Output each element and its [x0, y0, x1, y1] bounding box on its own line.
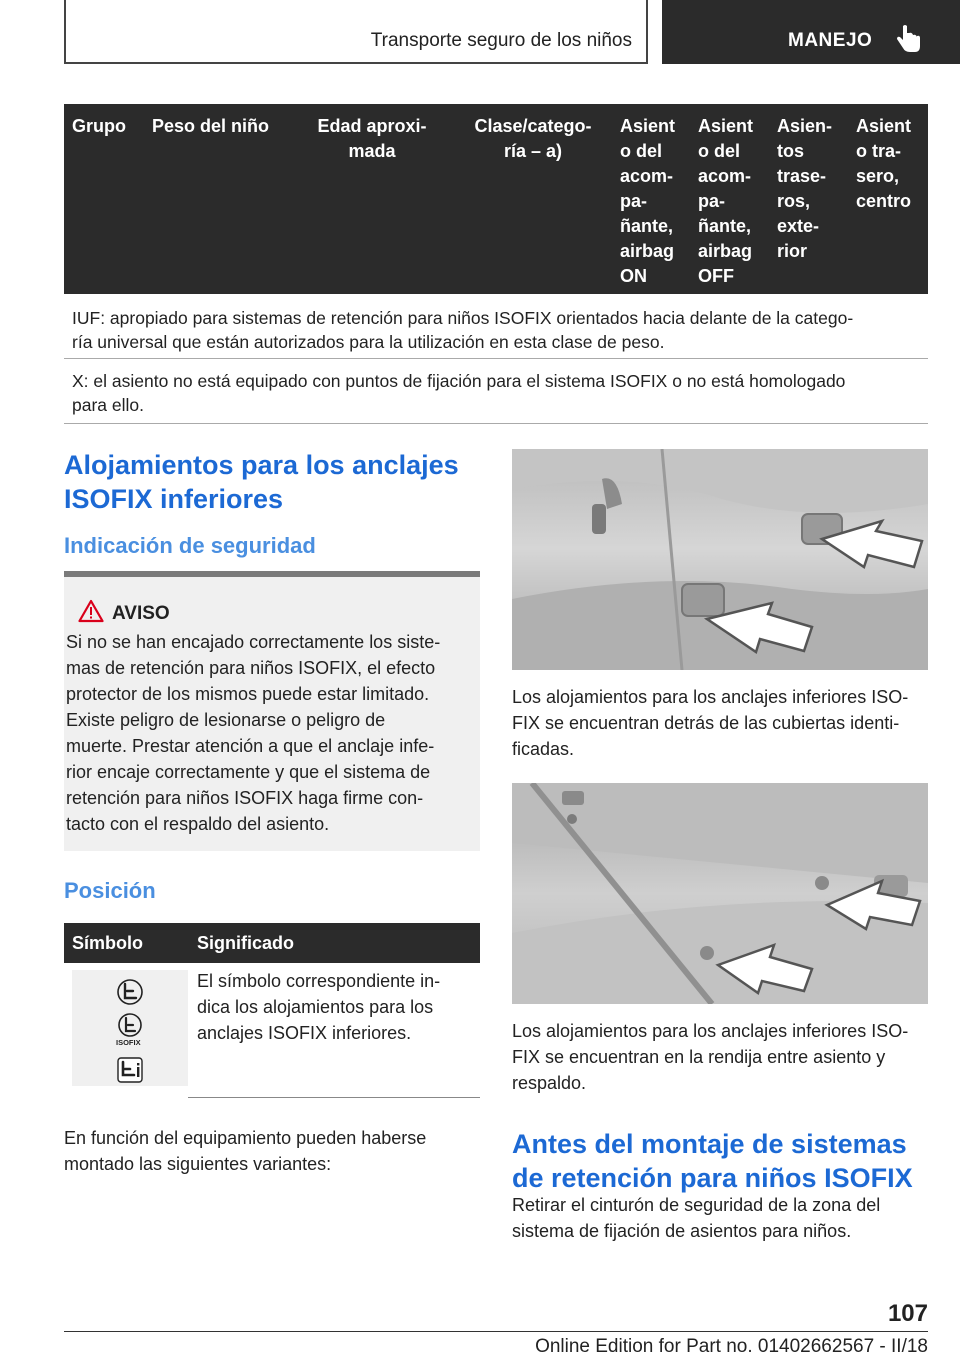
- warning-triangle-icon: [78, 599, 104, 623]
- warning-box: [64, 571, 480, 851]
- warning-text: Si no se han encajado correctamente los siste- mas de retención para niños ISOFIX, el efecto protector de los mismos puede estar limitado. Existe peligro de lesionarse o peligro de muerte. Prestar atención a que el anclaje infe- rior encaje correctamente y que el sistema de retención para niños ISOFIX haga firme con- tacto con el respaldo del asiento.: [66, 632, 441, 834]
- table-note-iuf: IUF: apropiado para sistemas de retención para niños ISOFIX orientados hacia delante de la catego- ría universal que están autorizados para la utilización en esta clase de peso.: [72, 308, 854, 352]
- col-traseros-exterior: Asien- tos trase- ros, exte- rior: [777, 116, 833, 261]
- header-chapter-title: MANEJO: [788, 30, 873, 51]
- table-divider: [64, 423, 928, 424]
- footer-divider: [64, 1331, 928, 1332]
- symbol-table-header: [64, 923, 480, 963]
- subtitle-safety: Indicación de seguridad: [64, 533, 316, 558]
- isofix-seat-icon: [72, 970, 188, 1086]
- table-note-x: X: el asiento no está equipado con puntos de fijación para el sistema ISOFIX o no está homologado para ello.: [72, 371, 846, 415]
- header-section-box: [64, 0, 648, 64]
- isofix-table-header: [64, 104, 928, 294]
- header-section-title: Transporte seguro de los niños: [370, 30, 632, 51]
- before-mounting-text: Retirar el cinturón de seguridad de la zona del sistema de fijación de asientos para niños.: [512, 1195, 881, 1241]
- col-acompanante-on: Asient o del acom- pa- ñante, airbag ON: [620, 116, 676, 286]
- subtitle-position: Posición: [64, 878, 156, 903]
- photo-isofix-gap: [512, 783, 928, 1004]
- variants-text: En función del equipamiento pueden haberse montado las siguientes variantes:: [64, 1128, 427, 1174]
- col-symbol: Símbolo: [72, 933, 143, 953]
- symbol-table-divider: [188, 1097, 480, 1098]
- isofix-symbol-cell: [72, 970, 188, 1086]
- edition-info: Online Edition for Part no. 01402662567 - II/18: [535, 1336, 928, 1357]
- steering-hand-icon: [894, 24, 922, 54]
- header-chapter-box: [662, 0, 960, 64]
- col-edad: Edad aproxi- mada: [317, 116, 427, 161]
- col-meaning: Significado: [197, 933, 295, 953]
- col-acompanante-off: Asient o del acom- pa- ñante, airbag OFF: [698, 116, 754, 286]
- photo-isofix-covers: [512, 449, 928, 670]
- section-title-before-mounting: Antes del montaje de sistemas de retención para niños ISOFIX: [512, 1129, 913, 1193]
- photo1-caption: Los alojamientos para los anclajes inferiores ISO- FIX se encuentran detrás de las cubiertas identi- ficadas.: [512, 687, 909, 759]
- warning-title: AVISO: [112, 603, 170, 624]
- table-divider: [64, 358, 928, 359]
- col-grupo: Grupo: [72, 116, 126, 136]
- symbol-meaning: El símbolo correspondiente in- dica los alojamientos para los anclajes ISOFIX inferiores.: [197, 971, 441, 1043]
- col-trasero-centro: Asient o tra- sero, centro: [856, 116, 912, 211]
- col-peso: Peso del niño: [152, 116, 270, 136]
- section-title-isofix: Alojamientos para los anclajes ISOFIX inferiores: [64, 450, 459, 514]
- isofix-symbol-label: ISOFIX: [116, 1038, 141, 1047]
- page-number: 107: [887, 1300, 928, 1327]
- photo2-caption: Los alojamientos para los anclajes inferiores ISO- FIX se encuentran en la rendija entre asiento y respaldo.: [512, 1021, 909, 1093]
- col-clase: Clase/catego- ría – a): [474, 116, 592, 161]
